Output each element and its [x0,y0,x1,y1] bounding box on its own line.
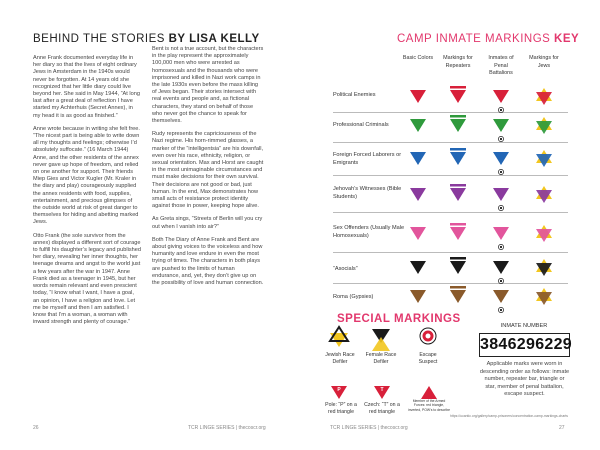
heading-key: KEY [554,33,580,45]
penal-dot-center-icon [500,246,502,248]
special-label-pole: Pole: “P” on a red triangle [325,402,357,415]
repeater-bar-icon [450,223,466,226]
row-label-political: Political Enemies [333,92,376,98]
column-header: Basic Colors [402,55,434,61]
paragraph: Anne wrote because in writing she felt free. “The nicest part is being able to write down all my thoughts and feelings; otherwise I’d absolutely suffocate.” (16 March 1944) Anne, and the other residents of the annex never gave up hope of freedom, and relied on one another for support. Their friends Miep Gies and Victor Kugler (Mr. Kraler in the diary and play) courageously supplied the annex residents with food, supplies, entertainment, and precious glimpses of the outside world at risk of great danger to themselves for hiding and abetting marked Jews. [33,125,140,226]
basic-triangle-icon [410,261,426,274]
row-label-criminals: Professional Criminals [333,122,389,128]
right-page [300,0,600,450]
paragraph: Anne Frank documented everyday life in her diary so that the lives of eight ordinary Jews in Amsterdam in the 1940s would never be forgotten. At 14 years old she recognized that her little diary could live beyond her. She said in May 1944, “At long last after a great deal of reflection I have started my Achterhuis (Secret Annex), in my head it is as good as finished.” [33,55,140,119]
repeater-triangle-icon [450,152,466,165]
penal-triangle-icon [493,152,509,165]
paragraph: Bent is not a true account, but the characters in the play represent the approximately 100,000 men who were arrested as homosexuals and the thousands who were imprisoned and killed in Nazi work camps in the late 1930s even before the mass killing of Jews began. Their stories intersect with real events and people and, as fictional characters, they stand on behalf of those who never got the chance to speak for themselves. [152,46,264,125]
markings-word: MARKINGS [390,313,461,325]
basic-triangle-icon [410,188,426,201]
column-header: Markings for Repeaters [443,55,473,69]
penal-triangle-icon [493,90,509,103]
special-label-female-defiler: Female Race Defiler [365,352,397,365]
special-markings-heading [337,313,461,325]
repeater-bar-icon [450,148,466,151]
special-label-armed-forces: Member of the Armed Forces: red triangle, inverted, POW’s to describe [408,399,450,412]
column-header: Markings for Jews [529,55,559,69]
page-number: 26 [33,425,39,431]
paragraph: Otto Frank (the sole survivor from the annex) displayed a different sort of courage to fulfill his daughter’s legacy and published her diary, revealing her inner thoughts, her teenage dreams and angst to the world just a few years after the war in 1947. Anne Frank died as a teenager in 1945, but her words remain relevant and even prescient today, “I know what I want, I have a goal, an opinion, I have a religion and love. Let me be myself and then I am satisfied. I know that I’m a woman, a woman with inward strength and plenty of courage.” [33,232,142,326]
source-url: https://ucantic.org/gallery/camp-prisoners/concentration-camp-markings-charts [450,414,568,418]
special-label-jewish-defiler: Jewish Race Defiler [325,352,355,365]
repeater-triangle-icon [450,261,466,274]
repeater-bar-icon [450,86,466,89]
article-column-2 [152,46,264,293]
penal-triangle-icon [493,119,509,132]
repeater-triangle-icon [450,290,466,303]
basic-triangle-icon [410,152,426,165]
paragraph: Both The Diary of Anne Frank and Bent are about giving voices to the voiceless and how humanity and love endure in even the most trying of times. The characters in both plays are pushed to the limits of human endurance, and, yet, they don’t give up on the possibility of love and human connection. [152,236,264,287]
basic-triangle-icon [410,90,426,103]
repeater-triangle-icon [450,119,466,132]
row-label-jehovah: Jehovah’s Witnesses (Bible Students) [333,186,402,200]
penal-dot-center-icon [500,138,502,140]
penal-triangle-icon [493,188,509,201]
row-label-sex-offenders: Sex Offenders (Usually Male Homosexuals) [333,225,405,239]
special-label-czech: Czech: “T” on a red triangle [364,402,400,415]
inmate-number-box: 3846296229 [479,333,570,357]
special-word: SPECIAL [337,313,391,325]
pole-letter: P [337,387,341,393]
heading-prefix: BEHIND THE STORIES [33,33,169,45]
penal-triangle-icon [493,227,509,240]
penal-dot-center-icon [500,280,502,282]
repeater-bar-icon [450,286,466,289]
heading-main: CAMP INMATE MARKINGS [397,33,555,45]
marking-grid [410,86,552,313]
column-header: Inmates of Penal Battalions [488,55,514,76]
penal-dot-center-icon [500,207,502,209]
repeater-bar-icon [450,115,466,118]
penal-triangle-icon [493,261,509,274]
basic-triangle-icon [410,290,426,303]
footer-series: TCR LINGE SERIES | thecoscr.org [330,425,408,431]
basic-triangle-icon [410,119,426,132]
footer-series: TCR LINGE SERIES | thecoscr.org [188,425,266,431]
penal-triangle-icon [493,290,509,303]
inmate-description: Applicable marks were worn in descending order as follows: inmate number, repeater bar, triangle or star, member of penal battalion, escape suspect. [479,361,570,397]
repeater-triangle-icon [450,227,466,240]
paragraph: As Greta sings, “Streets of Berlin will you cry out when I vanish into air?” [152,216,263,230]
article-column-1 [33,55,141,332]
repeater-triangle-icon [450,188,466,201]
inverted-red-triangle-icon [421,386,437,399]
basic-triangle-icon [410,227,426,240]
penal-dot-center-icon [500,109,502,111]
repeater-triangle-icon [450,90,466,103]
page-number: 27 [559,425,565,431]
article-heading [33,33,260,45]
inmate-number-label: INMATE NUMBER [500,323,548,329]
paragraph: Rudy represents the capriciousness of the Nazi regime. His horn-rimmed glasses, a marker of the “intelligentsia” are his downfall, even over his race, ethnicity, religion, or sexual orientation. Max and Horst are caught in the most unimaginable circumstances and must make decisions for their own survival. Their decisions are not good or bad, just human. In the end, Max demonstrates how small acts of resistance protect identity against those in power, keeping hope alive. [152,131,264,210]
row-label-roma: Roma (Gypsies) [333,294,374,300]
heading-author: BY LISA KELLY [168,33,260,45]
row-label-foreign: Foreign Forced Laborers or Emigrants [333,152,402,166]
row-label-asocials: “Asocials” [333,266,358,272]
czech-letter: T [380,387,384,393]
penal-dot-center-icon [500,309,502,311]
repeater-bar-icon [450,257,466,260]
yellow-triangle-icon [372,337,390,351]
special-label-escape: Escape Suspect [418,352,438,365]
target-center-icon [426,334,431,339]
repeater-bar-icon [450,184,466,187]
penal-dot-center-icon [500,171,502,173]
